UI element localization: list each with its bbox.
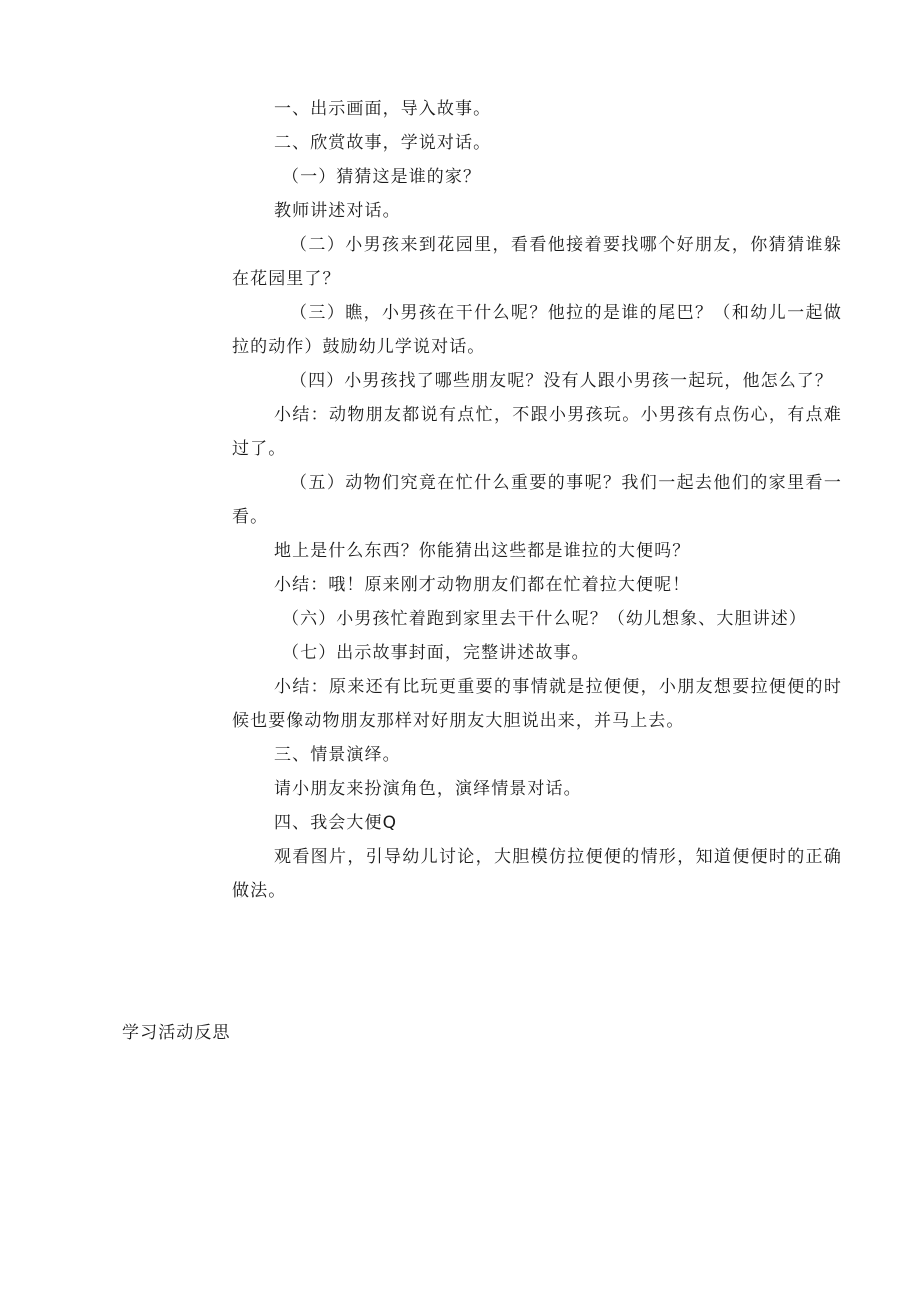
reflection-heading: 学习活动反思 bbox=[122, 1023, 231, 1043]
lesson-paragraph: （四）小男孩找了哪些朋友呢？没有人跟小男孩一起玩，他怎么了？ bbox=[290, 371, 833, 391]
lesson-paragraph: 二、欣赏故事，学说对话。 bbox=[274, 133, 492, 153]
lesson-paragraph: （六）小男孩忙着跑到家里去干什么呢？（幼儿想象、大胆讲述） bbox=[282, 609, 807, 629]
lesson-paragraph: （五）动物们究竟在忙什么重要的事呢？我们一起去他们的家里看一看。 bbox=[232, 473, 842, 527]
lesson-paragraph: （三）瞧，小男孩在干什么呢？他拉的是谁的尾巴？（和幼儿一起做拉的动作）鼓励幼儿学说对话。 bbox=[232, 303, 842, 357]
lesson-paragraph: 四、我会大便Q bbox=[274, 813, 398, 833]
lesson-paragraph: 小结：哦！原来刚才动物朋友们都在忙着拉大便呢！ bbox=[274, 575, 691, 595]
lesson-body bbox=[232, 92, 842, 908]
lesson-paragraph: 教师讲述对话。 bbox=[274, 201, 401, 221]
lesson-paragraph: （二）小男孩来到花园里，看看他接着要找哪个好朋友，你猜猜谁躲在花园里了？ bbox=[232, 235, 842, 289]
lesson-paragraph: 观看图片，引导幼儿讨论，大胆模仿拉便便的情形，知道便便时的正确做法。 bbox=[232, 847, 842, 901]
lesson-paragraph: （一）猜猜这是谁的家？ bbox=[282, 167, 482, 187]
lesson-paragraph: （七）出示故事封面，完整讲述故事。 bbox=[282, 643, 590, 663]
lesson-paragraph: 小结：动物朋友都说有点忙，不跟小男孩玩。小男孩有点伤心，有点难过了。 bbox=[232, 405, 842, 459]
lesson-paragraph: 三、情景演绎。 bbox=[274, 745, 401, 765]
lesson-paragraph: 请小朋友来扮演角色，演绎情景对话。 bbox=[274, 779, 582, 799]
lesson-paragraph: 地上是什么东西？你能猜出这些都是谁拉的大便吗？ bbox=[274, 541, 691, 561]
lesson-paragraph: 一、出示画面，导入故事。 bbox=[274, 99, 492, 119]
lesson-paragraph: 小结：原来还有比玩更重要的事情就是拉便便，小朋友想要拉便便的时候也要像动物朋友那样对好朋友大胆说出来，并马上去。 bbox=[232, 677, 842, 731]
